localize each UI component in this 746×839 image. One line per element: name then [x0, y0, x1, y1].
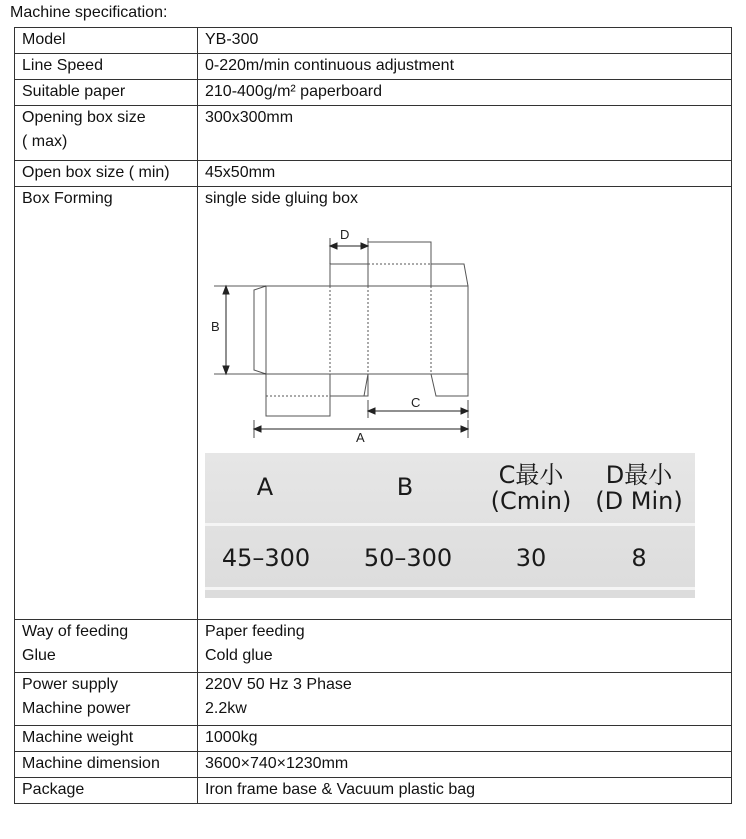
spec-value: YB-300 [198, 28, 732, 54]
spec-value: 210-400g/m² paperboard [198, 80, 732, 106]
divider [205, 523, 695, 526]
spec-value-line: 220V 50 Hz 3 Phase [205, 676, 352, 693]
spec-label: Open box size ( min) [15, 161, 198, 187]
dim-header-b: B [396, 473, 414, 501]
dim-header-d: D最小 [605, 461, 673, 489]
table-row [15, 752, 732, 778]
spec-value-line: Cold glue [205, 647, 273, 664]
spec-label: Machine dimension [15, 752, 198, 778]
dim-header-c-sub: (Cmin) [490, 487, 572, 515]
spec-label [15, 673, 198, 726]
table-row [15, 673, 732, 726]
box-dieline-diagram [206, 224, 486, 450]
spec-label-line: Glue [22, 647, 56, 664]
table-row [15, 620, 732, 673]
dim-header-d-sub: (D Min) [595, 487, 683, 515]
spec-value: single side gluing box [198, 187, 732, 620]
spec-label-line: Opening box size [22, 109, 146, 126]
table-row [15, 80, 732, 106]
dim-value-d: 8 [631, 544, 647, 572]
dimension-table [205, 453, 695, 598]
spec-value-line: 2.2kw [205, 700, 247, 717]
table-row [15, 54, 732, 80]
spec-value [198, 620, 732, 673]
spec-label [15, 106, 198, 161]
spec-value: 45x50mm [198, 161, 732, 187]
main-panel-outline [266, 286, 468, 374]
dim-value-b: 50–300 [363, 544, 453, 572]
spec-label-line: ( max) [22, 133, 68, 150]
dim-header-c: C最小 [498, 461, 564, 489]
diagram-label-a: A [356, 430, 365, 445]
spec-label [15, 620, 198, 673]
spec-label: Suitable paper [15, 80, 198, 106]
diagram-label-c: C [411, 395, 421, 410]
dim-header-a: A [256, 473, 274, 501]
divider [205, 587, 695, 590]
spec-value: 3600×740×1230mm [198, 752, 732, 778]
spec-value: 1000kg [198, 726, 732, 752]
spec-label: Package [15, 778, 198, 804]
spec-label: Line Speed [15, 54, 198, 80]
spec-value: 0-220m/min continuous adjustment [198, 54, 732, 80]
table-row [15, 726, 732, 752]
spec-heading: Machine specification: [10, 4, 168, 21]
diagram-label-d: D [340, 227, 350, 242]
spec-label: Machine weight [15, 726, 198, 752]
spec-label: Model [15, 28, 198, 54]
table-row [15, 28, 732, 54]
spec-value: 300x300mm [198, 106, 732, 161]
spec-value: Iron frame base & Vacuum plastic bag [198, 778, 732, 804]
diagram-label-b: B [211, 319, 220, 334]
dim-value-c: 30 [515, 544, 547, 572]
table-row [15, 778, 732, 804]
dim-value-a: 45–300 [221, 544, 311, 572]
spec-label-line: Power supply [22, 676, 119, 693]
spec-label: Box Forming [15, 187, 198, 620]
table-row [15, 161, 732, 187]
spec-value [198, 673, 732, 726]
spec-label-line: Machine power [22, 700, 131, 717]
spec-value-line: Paper feeding [205, 623, 305, 640]
table-row [15, 106, 732, 161]
spec-label-line: Way of feeding [22, 623, 129, 640]
